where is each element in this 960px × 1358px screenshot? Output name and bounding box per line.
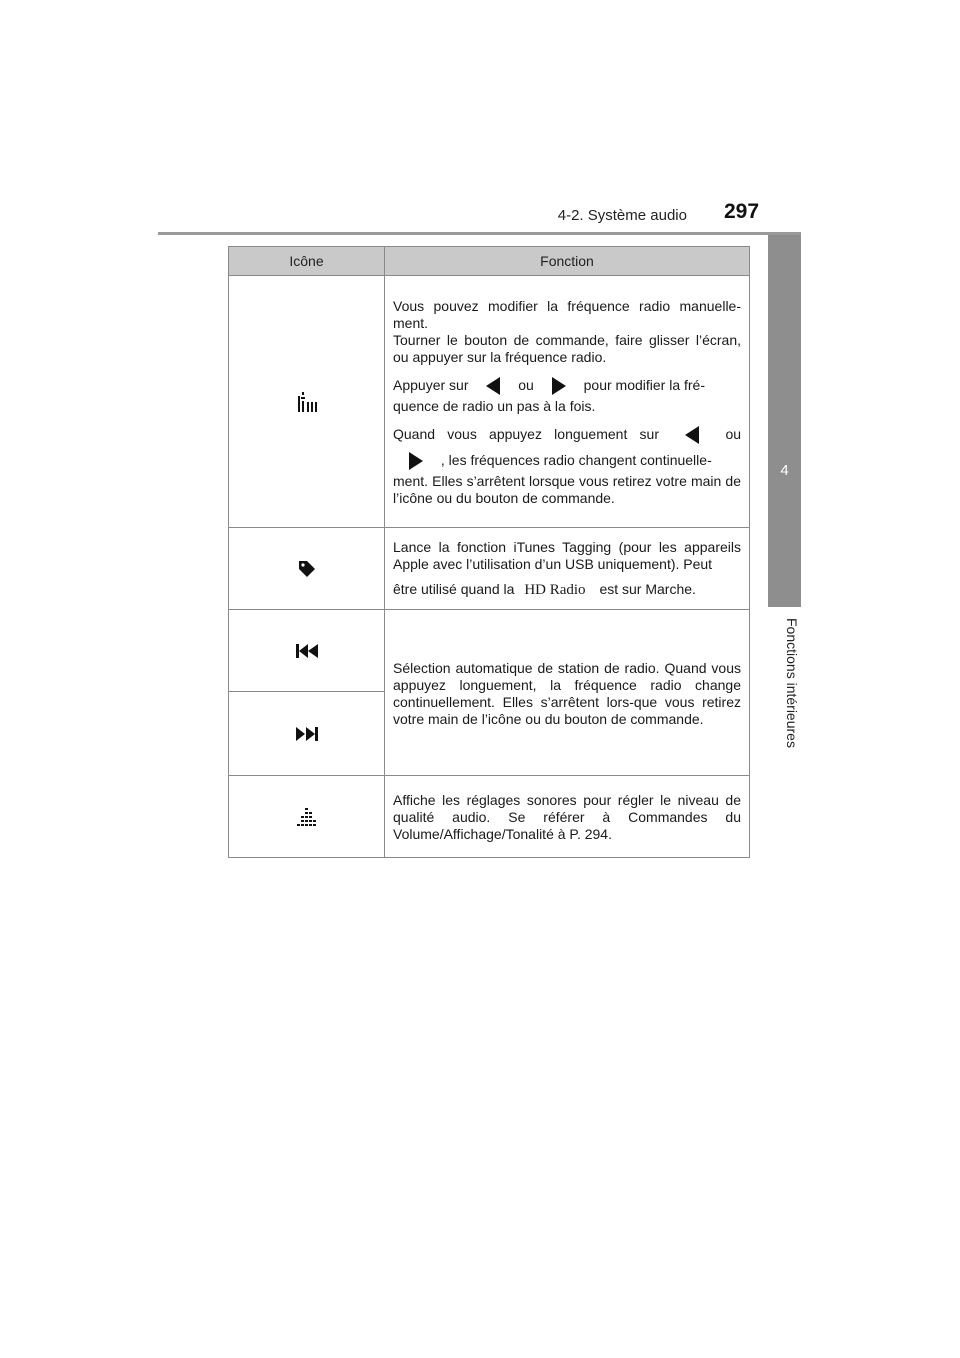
table-header-row xyxy=(229,247,750,276)
icon-cell xyxy=(229,610,385,692)
table-row xyxy=(229,528,750,610)
function-description xyxy=(385,776,750,858)
chapter-number: 4 xyxy=(780,462,789,479)
table-row xyxy=(229,276,750,528)
icon-cell xyxy=(229,528,385,610)
triangle-left-icon xyxy=(486,377,500,395)
description-line: Appuyer sur ou pour modifier la fré- xyxy=(393,372,741,398)
function-table xyxy=(228,246,750,858)
function-description xyxy=(385,610,750,776)
description-line: , les fréquences radio changent continuelle- xyxy=(393,447,741,473)
triangle-right-icon xyxy=(552,377,566,395)
description-line: ment. Elles s’arrêtent lorsque vous retirez votre main de l’icône ou du bouton de commande. xyxy=(393,473,741,506)
triangle-left-icon xyxy=(685,426,699,444)
skip-next-icon xyxy=(296,727,318,741)
skip-previous-icon xyxy=(296,644,318,658)
function-description xyxy=(385,528,750,610)
description-line: Tourner le bouton de commande, faire glisser l’écran, ou appuyer sur la fréquence radio. xyxy=(393,332,741,365)
header-divider xyxy=(158,232,801,235)
description-text: Sélection automatique de station de radio. Quand vous appuyez longuement, la fréquence radio change continuellement. Elles s’arrêtent lors-que vous retirez votre main de l’icône ou du bouton de commande. xyxy=(393,659,741,727)
page-number: 297 xyxy=(724,200,760,223)
function-description xyxy=(385,276,750,528)
table-row xyxy=(229,610,750,692)
icon-cell xyxy=(229,776,385,858)
description-line: Lance la fonction iTunes Tagging (pour les appareils Apple avec l’utilisation d’un USB uniquement). Peut xyxy=(393,538,741,572)
chapter-tab xyxy=(768,235,801,607)
tag-icon xyxy=(297,559,317,579)
icon-cell xyxy=(229,692,385,776)
triangle-right-icon xyxy=(409,452,423,470)
hd-radio-logo: HD Radio xyxy=(524,581,586,598)
column-header-icon: Icône xyxy=(229,247,385,276)
icon-cell xyxy=(229,276,385,528)
description-line: quence de radio un pas à la fois. xyxy=(393,398,596,414)
chapter-label: Fonctions intérieures xyxy=(784,618,800,748)
description-line: Vous pouvez modifier la fréquence radio manuelle-ment. xyxy=(393,298,741,331)
equalizer-icon xyxy=(296,807,318,827)
description-text: Affiche les réglages sonores pour régler le niveau de qualité audio. Se référer à Commandes du Volume/Affichage/Tonalité à P. 294. xyxy=(393,792,741,842)
description-line: Quand vous appuyez longuement sur ou xyxy=(393,421,741,447)
column-header-function: Fonction xyxy=(385,247,750,276)
description-line: être utilisé quand la HD Radio est sur Marche. xyxy=(393,580,696,598)
tune-icon xyxy=(295,390,319,414)
table-row xyxy=(229,776,750,858)
section-title: 4-2. Système audio xyxy=(557,207,687,224)
